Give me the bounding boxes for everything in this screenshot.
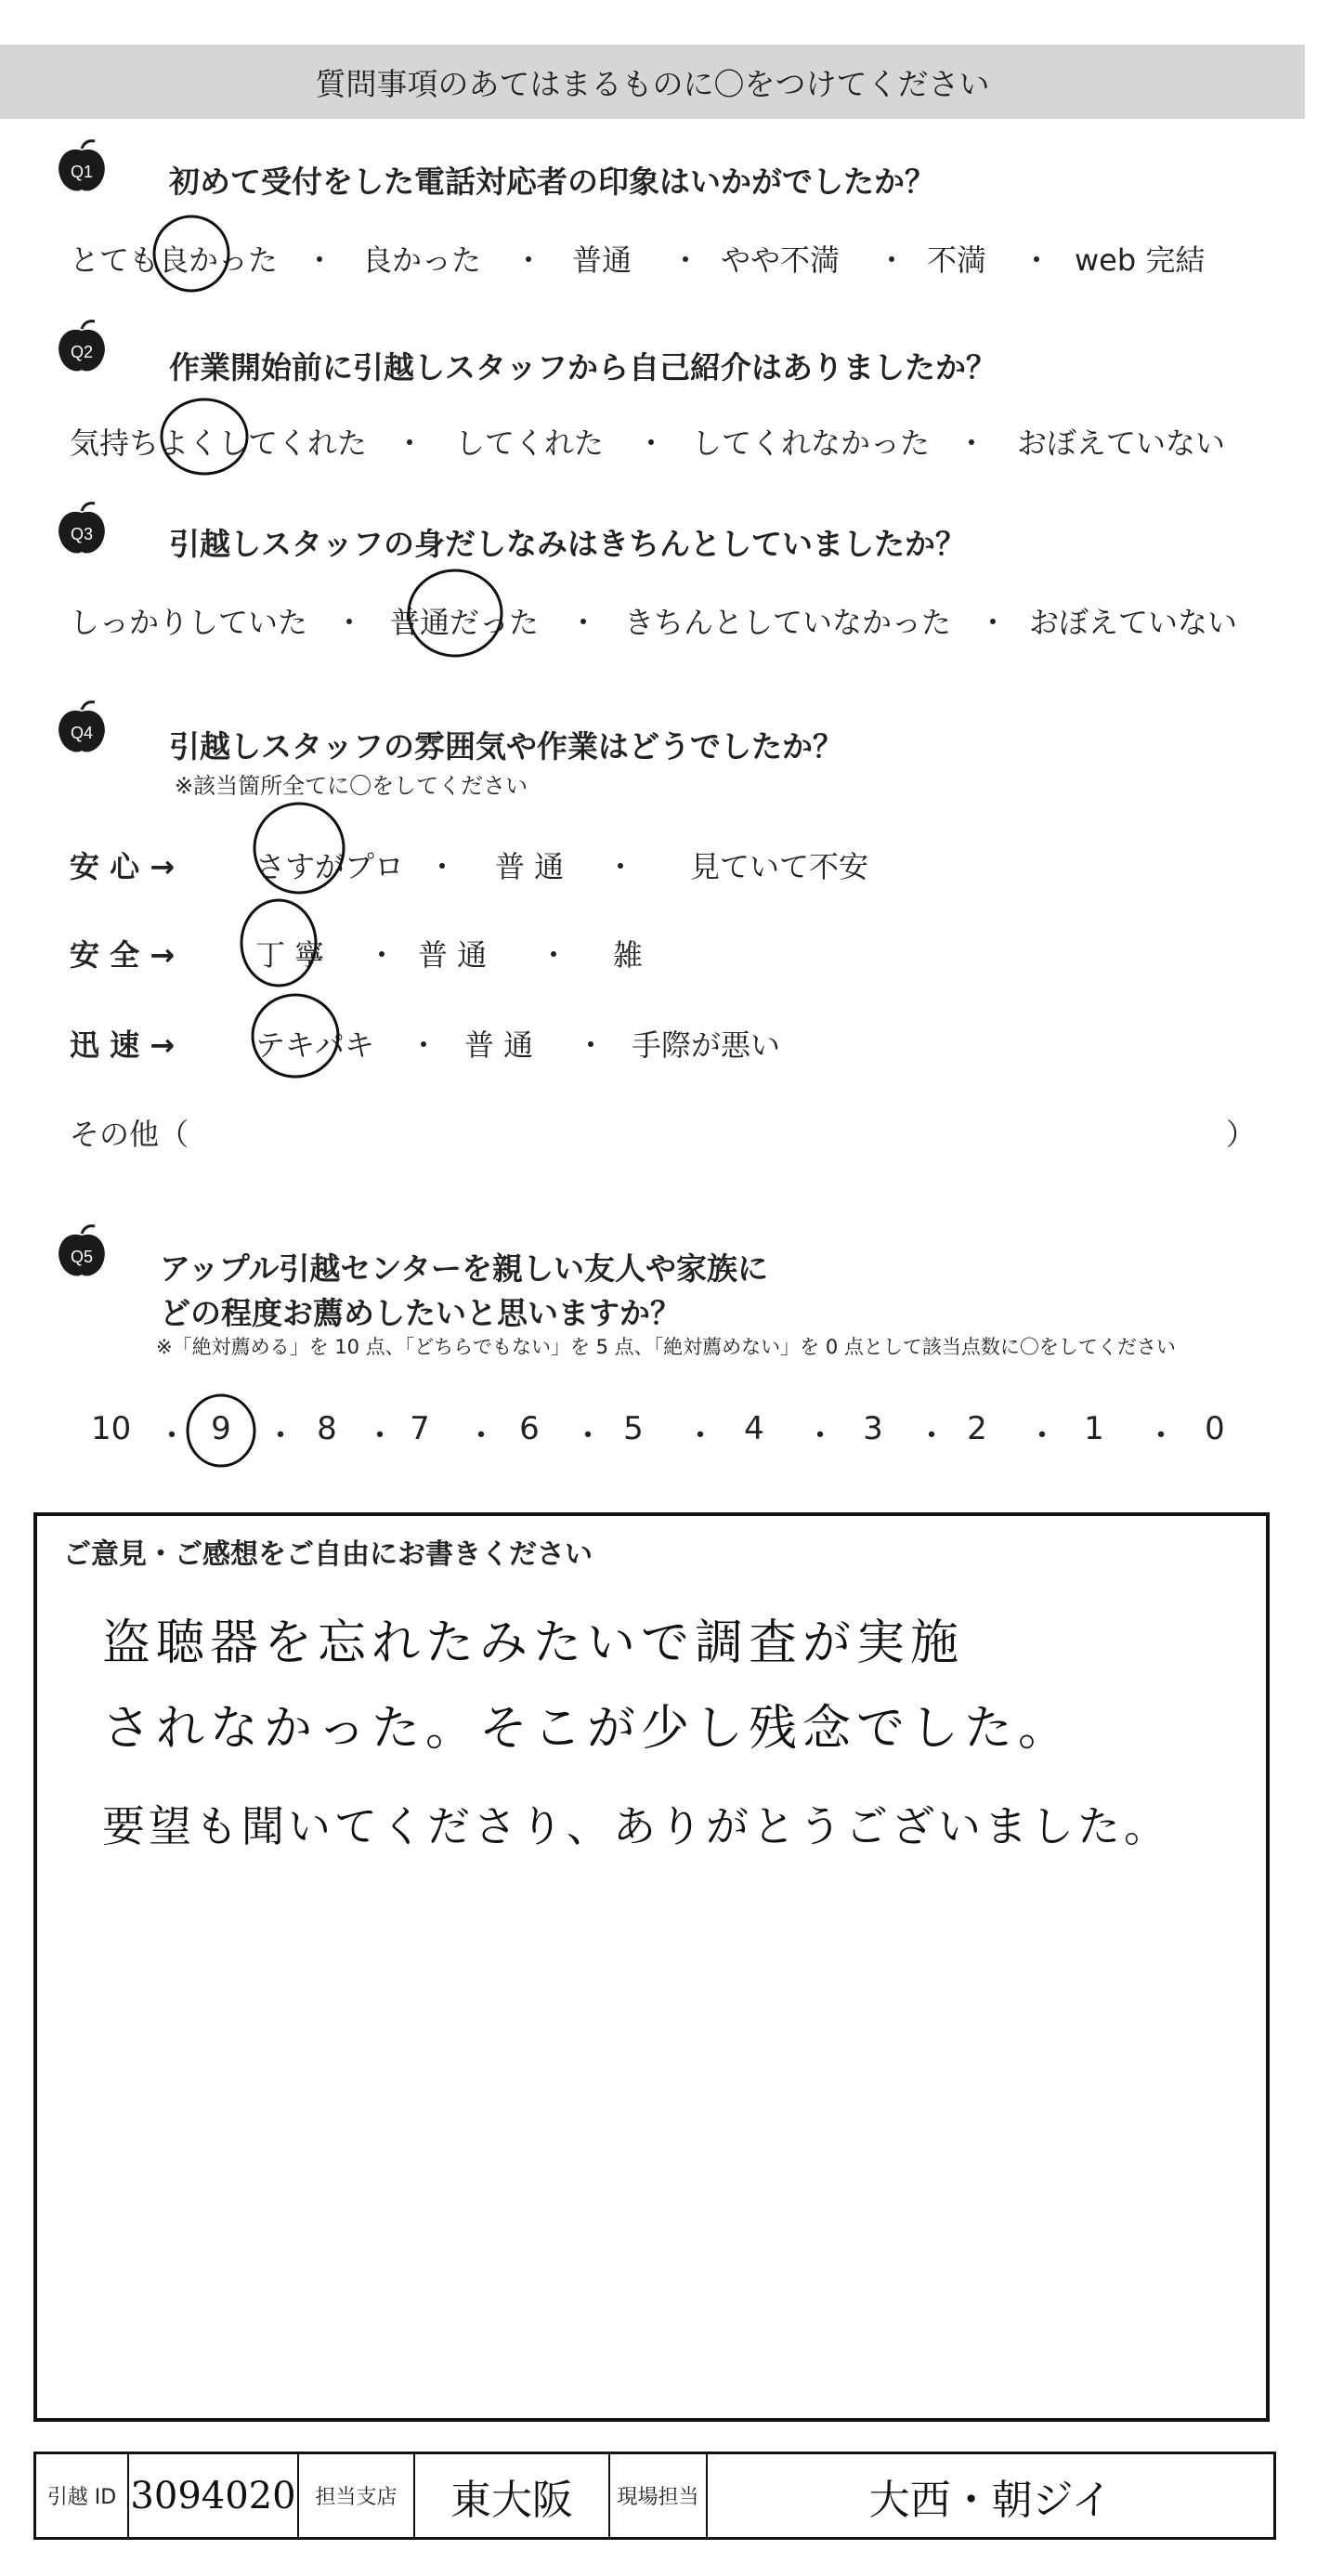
q5-score-5[interactable]: 5 xyxy=(623,1410,644,1447)
q5-score-2[interactable]: 2 xyxy=(967,1410,987,1447)
q5-score-separator: ・ xyxy=(804,1418,836,1455)
q5-score-9[interactable]: 9 xyxy=(211,1410,231,1447)
q5-score-0[interactable]: 0 xyxy=(1205,1410,1225,1447)
q1-option-5[interactable]: 不満 xyxy=(927,242,987,278)
q4-row-anshin-label: 安 心 → xyxy=(70,849,176,884)
q4-apple-badge-icon xyxy=(54,699,110,756)
footer-staff-value-cell[interactable] xyxy=(708,2454,1273,2537)
q4-row-jinsoku-option-2[interactable]: 普 通 xyxy=(464,1027,534,1063)
q3-apple-badge-icon xyxy=(54,500,110,557)
q5-badge-label: Q5 xyxy=(70,1248,94,1266)
q2-sep: ・ xyxy=(636,425,667,461)
q5-score-separator: ・ xyxy=(156,1418,188,1455)
q5-score-separator: ・ xyxy=(685,1418,716,1455)
q5-score-8[interactable]: 8 xyxy=(317,1410,337,1447)
q1-option-1[interactable]: とても良かった xyxy=(70,242,279,278)
footer-branch-value-cell[interactable] xyxy=(415,2454,610,2537)
q5-score-3[interactable]: 3 xyxy=(863,1410,883,1447)
q5-question-line-2: どの程度お薦めしたいと思いますか？ xyxy=(160,1295,681,1331)
comment-box[interactable] xyxy=(33,1512,1270,2422)
q3-question: 引越しスタッフの身だしなみはきちんとしていましたか？ xyxy=(169,526,966,562)
q5-note: ※「絶対薦める」を 10 点、「どちらでもない」を 5 点、「絶対薦めない」を 0 点として該当点数に〇をしてください xyxy=(156,1336,1176,1358)
q1-option-3[interactable]: 普通 xyxy=(572,242,632,278)
q3-option-2[interactable]: 普通だった xyxy=(390,605,540,640)
q4-other-close: ） xyxy=(1226,1117,1257,1152)
q5-score-6[interactable]: 6 xyxy=(519,1410,540,1447)
q4-row-anzen-option-2[interactable]: 普 通 xyxy=(418,937,488,973)
footer-staff-label: 現場担当 xyxy=(617,2486,699,2509)
q1-sep: ・ xyxy=(671,242,701,278)
q5-score-7[interactable]: 7 xyxy=(410,1410,430,1447)
q3-option-3[interactable]: きちんとしていなかった xyxy=(624,605,952,640)
q3-sep: ・ xyxy=(568,605,599,640)
comment-line-3: 要望も聞いてくださり、ありがとうございました。 xyxy=(102,1801,1170,1851)
q5-score-separator: ・ xyxy=(465,1418,497,1455)
q2-option-4[interactable]: おぼえていない xyxy=(1017,425,1226,461)
q5-score-separator: ・ xyxy=(265,1418,296,1455)
q4-row-anshin-option-3[interactable]: 見ていて不安 xyxy=(690,849,869,884)
q4-row-jinsoku-label: 迅 速 → xyxy=(70,1027,176,1063)
q1-sep: ・ xyxy=(305,242,335,278)
q3-badge-label: Q3 xyxy=(70,525,94,543)
header-bar xyxy=(0,45,1305,119)
q1-question: 初めて受付をした電話対応者の印象はいかがでしたか？ xyxy=(169,163,935,200)
q2-sep: ・ xyxy=(957,425,987,461)
q4-other-input[interactable] xyxy=(214,1111,1217,1148)
q1-option-2[interactable]: 良かった xyxy=(362,242,482,278)
q2-badge-label: Q2 xyxy=(70,343,94,361)
q1-sep: ・ xyxy=(1022,242,1052,278)
q4-row-anzen-option-3[interactable]: 雑 xyxy=(613,937,644,973)
q2-question: 作業開始前に引越しスタッフから自己紹介はありましたか？ xyxy=(169,349,997,386)
q4-sep: ・ xyxy=(367,937,398,973)
q5-score-separator: ・ xyxy=(1026,1418,1058,1455)
comment-line-1: 盗聴器を忘れたみたいで調査が実施 xyxy=(102,1615,965,1671)
q4-row-anzen-label: 安 全 → xyxy=(70,937,176,973)
footer-id-label-cell xyxy=(36,2454,129,2537)
comment-title: ご意見・ご感想をご自由にお書きください xyxy=(63,1538,593,1571)
q4-sep: ・ xyxy=(576,1027,606,1063)
footer-branch-label-cell xyxy=(299,2454,415,2537)
q5-score-1[interactable]: 1 xyxy=(1084,1410,1104,1447)
q1-badge-label: Q1 xyxy=(70,163,94,181)
footer-staff-value: 大西・朝ジイ xyxy=(868,2476,1113,2524)
q4-badge-label: Q4 xyxy=(70,724,94,742)
q1-sep: ・ xyxy=(877,242,907,278)
q4-sep: ・ xyxy=(606,849,636,884)
q1-option-6[interactable]: web 完結 xyxy=(1075,242,1206,278)
q1-apple-badge-icon xyxy=(54,137,110,195)
q4-other-label: その他（ xyxy=(70,1117,189,1152)
q4-sep: ・ xyxy=(427,849,458,884)
q5-score-10[interactable]: 10 xyxy=(91,1410,132,1447)
q3-option-4[interactable]: おぼえていない xyxy=(1029,605,1238,640)
q2-apple-badge-icon xyxy=(54,318,110,375)
q3-option-1[interactable]: しっかりしていた xyxy=(70,605,308,640)
q5-scale xyxy=(0,1410,1343,1457)
q5-score-separator: ・ xyxy=(364,1418,396,1455)
footer-id-label: 引越 ID xyxy=(46,2486,117,2509)
comment-line-2: されなかった。そこが少し残念でした。 xyxy=(102,1701,1073,1757)
q4-row-jinsoku-option-3[interactable]: 手際が悪い xyxy=(632,1027,781,1063)
q3-sep: ・ xyxy=(978,605,1009,640)
q5-score-separator: ・ xyxy=(1145,1418,1177,1455)
q5-score-4[interactable]: 4 xyxy=(744,1410,764,1447)
q4-note: ※該当箇所全てに〇をしてください xyxy=(175,773,528,799)
q4-sep: ・ xyxy=(539,937,569,973)
q1-option-4[interactable]: やや不満 xyxy=(721,242,841,278)
q2-option-3[interactable]: してくれなかった xyxy=(692,425,931,461)
q4-row-anzen-option-1[interactable]: 丁 寧 xyxy=(255,937,325,973)
footer-branch-label: 担当支店 xyxy=(315,2486,398,2509)
q5-question-line-1: アップル引越センターを親しい友人や家族に xyxy=(160,1250,769,1287)
q2-option-1[interactable]: 気持ちよくしてくれた xyxy=(70,425,368,461)
footer-id-value: 3094020 xyxy=(130,2474,296,2517)
q2-sep: ・ xyxy=(395,425,425,461)
footer-table xyxy=(33,2452,1276,2540)
q5-score-separator: ・ xyxy=(572,1418,604,1455)
q4-question: 引越しスタッフの雰囲気や作業はどうでしたか？ xyxy=(169,728,843,765)
q4-row-anshin-option-1[interactable]: さすがプロ xyxy=(255,849,405,884)
footer-staff-label-cell xyxy=(610,2454,708,2537)
q2-option-2[interactable]: してくれた xyxy=(455,425,605,461)
q4-row-jinsoku-option-1[interactable]: テキパキ xyxy=(255,1027,375,1063)
q3-sep: ・ xyxy=(334,605,365,640)
q5-apple-badge-icon xyxy=(54,1223,110,1280)
q4-row-anshin-option-2[interactable]: 普 通 xyxy=(495,849,565,884)
q5-score-separator: ・ xyxy=(916,1418,947,1455)
q4-sep: ・ xyxy=(409,1027,439,1063)
footer-id-value-cell[interactable] xyxy=(129,2454,299,2537)
header-title: 質問事項のあてはまるものに〇をつけてください xyxy=(315,65,990,102)
q1-sep: ・ xyxy=(514,242,544,278)
footer-branch-value: 東大阪 xyxy=(450,2476,573,2524)
